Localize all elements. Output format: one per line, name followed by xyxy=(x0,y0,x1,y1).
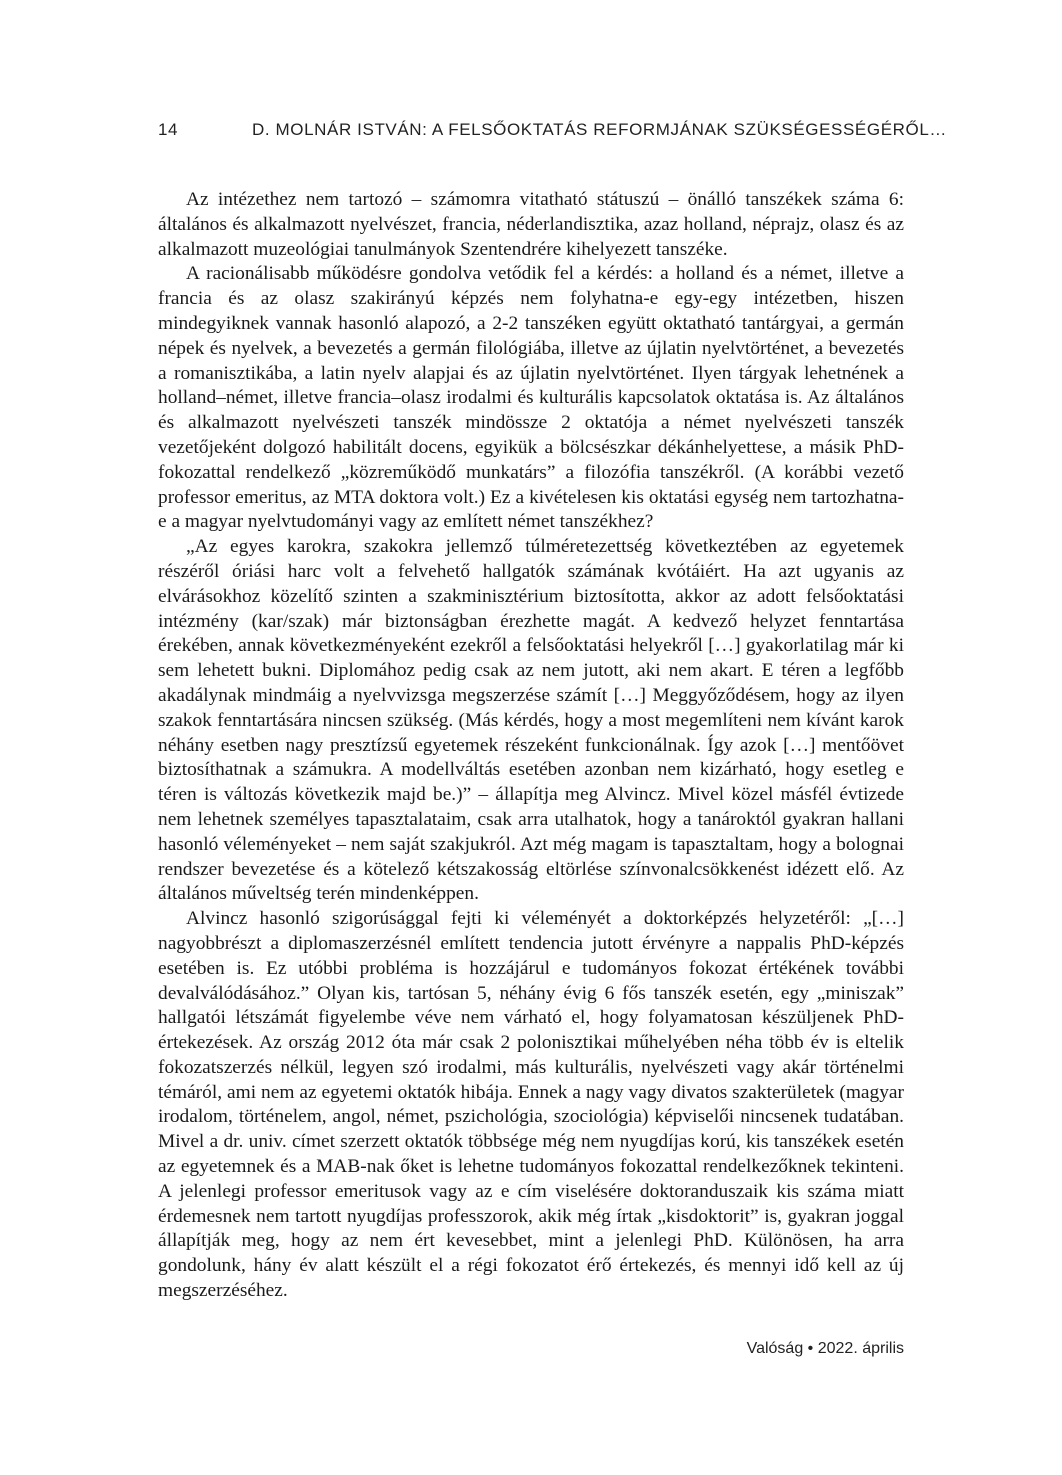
running-title: D. MOLNÁR ISTVÁN: A FELSŐOKTATÁS REFORMJÁNAK SZÜKSÉGESSÉGÉRŐL… xyxy=(252,120,947,139)
paragraph-1: Az intézethez nem tartozó – számomra vitatható státuszú – önálló tanszékek száma 6: általános és alkalmazott nyelvészet, francia, néderlandisztika, azaz holland, néprajz, olasz és az alkalmazott muzeológiai tanulmányok Szentendrére kihelyezett tanszéke. xyxy=(158,189,904,260)
article-body xyxy=(158,188,904,1304)
paragraph-3: „Az egyes karokra, szakokra jellemző túlméretezettség következtében az egyetemek részéről óriási harc volt a felvehető hallgatók számának kvótáiért. Ha azt ugyanis az elvárásokhoz közelítő szinten a szakminisztérium biztosította, akkor az adott felsőoktatási intézmény (kar/szak) már biztonságban érezhette magát. A kedvező helyzet fenntartása érekében, annak következményeként ezekről a felsőoktatási helyekről […] gyakorlatilag már ki sem lehetett bukni. Diplomához pedig csak az nem jutott, aki nem akart. E téren a legfőbb akadálynak mindmáig a nyelvvizsga megszerzése számít […] Meggyőződésem, hogy az ilyen szakok fenntartására nincsen szükség. (Más kérdés, hogy a most megemlíteni nem kívánt karok néhány esetben nagy presztízsű egyetemek részeként funkcionálnak. Így azok […] mentőövet biztosíthatnak a számukra. A modellváltás esetében azonban nem kizárható, hogy esetleg e téren is változás következik majd be.)” – állapítja meg Alvincz. Mivel közel másfél évtizede nem lehetnek személyes tapasztalataim, csak arra utalhatok, hogy a tanároktól gyakran hallani hasonló véleményeket – nem saját szakjukról. Azt még magam is tapasztaltam, hogy a bolognai rendszer bevezetése és a kötelező kétszakosság eltörlése színvonalcsökkenést idézett elő. Az általános műveltség terén mindenképpen. xyxy=(158,536,904,905)
journal-footer: Valóság • 2022. április xyxy=(746,1340,904,1357)
running-header xyxy=(158,120,947,144)
page-number: 14 xyxy=(158,120,179,139)
paragraph-4: Alvincz hasonló szigorúsággal fejti ki véleményét a doktorképzés helyzetéről: „[…] nagyobbrészt a diplomaszerzésnél említett tendencia jutott érvényre a nappalis PhD-képzés esetében is. Ez utóbbi probléma is hozzájárul e tudományos fokozat értékének további devalválódásához.” Olyan kis, tartósan 5, néhány évig 6 fős tanszék esetén, egy „miniszak” hallgatói létszámát figyelembe véve nem várható el, hogy folyamatosan készüljenek PhD-értekezések. Az ország 2012 óta már csak 2 polonisztikai műhelyében néha több év is eltelik fokozatszerzés nélkül, legyen szó irodalmi, más kulturális, nyelvészeti vagy akár történelmi témáról, ami nem az egyetemi oktatók hibája. Ennek a nagy vagy divatos szakterületek (magyar irodalom, történelem, angol, német, pszichológia, szociológia) képviselői nincsenek tudatában. Mivel a dr. univ. címet szerzett oktatók többsége még nem nyugdíjas korú, kis tanszékek esetén az egyetemnek és a MAB-nak őket is lehetne tudományos fokozattal rendelkezőknek tekinteni. A jelenlegi professor emeritusok vagy az e cím viselésére doktoranduszaik kis száma miatt érdemesnek nem tartott nyugdíjas professzorok, akik még írtak „kisdoktorit” is, gyakran joggal állapítják meg, hogy az nem ért kevesebbet, mint a jelenlegi PhD. Különösen, ha arra gondolunk, hány év alatt készült el a régi fokozatot érő értekezés, és mennyi idő kell az új megszerzéséhez. xyxy=(158,908,904,1302)
paragraph-2: A racionálisabb működésre gondolva vetődik fel a kérdés: a holland és a német, illetve a francia és az olasz szakirányú képzés nem folyhatna-e egy-egy intézetben, hiszen mindegyiknek vannak hasonló alapozó, a 2-2 tanszéken együtt oktatható tantárgyai, a germán népek és nyelvek, a bevezetés a germán filológiába, illetve az újlatin nyelvtörténet, a bevezetés a romanisztikába, a latin nyelv alapjai és az újlatin nyelvtörténet. Ilyen tárgyak lehetnének a holland–német, illetve francia–olasz irodalmi és kulturális kapcsolatok oktatása is. Az általános és alkalmazott nyelvészeti tanszék mindössze 2 oktatója a német nyelvészeti tanszék vezetőjeként dolgozó habilitált docens, egyikük a bölcsészkar dékánhelyettese, a másik PhD-fokozattal rendelkező „közreműködő munkatárs” a filozófia tanszékről. (A korábbi vezető professor emeritus, az MTA doktora volt.) Ez a kivételesen kis oktatási egység nem tartozhatna-e a magyar nyelvtudományi vagy az említett német tanszékhez? xyxy=(158,263,904,533)
